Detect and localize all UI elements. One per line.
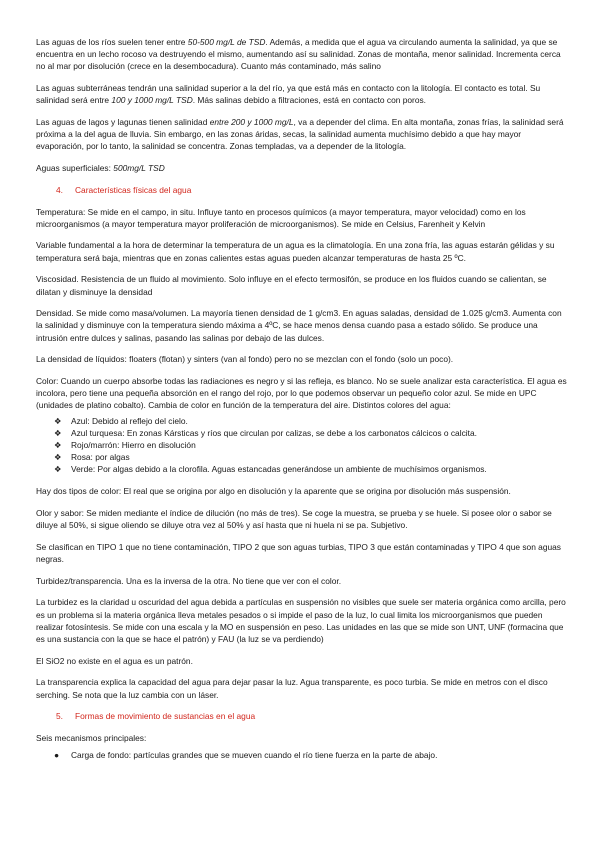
diamond-bullet-icon: ❖	[54, 415, 62, 426]
water-colors-list	[36, 415, 568, 476]
paragraph-transparency: La transparencia explica la capacidad del agua para dejar pasar la luz. Agua transparente, es poco turbia. Se mide en metros con el disco serching. Se nota que la luz cambia con un láser.	[36, 677, 548, 700]
diamond-bullet-icon: ❖	[54, 452, 62, 463]
list-item: ❖ Azul turquesa: En zonas Kársticas y ríos que circulan por calizas, se debe a los carbonatos cálcicos o calcita.	[54, 427, 477, 438]
paragraph-groundwater: Las aguas subterráneas tendrán una salinidad superior a la del río, ya que está más en contacto con la litología. El contacto es total. Su salinidad será entre 100 y 1000 mg/L TSD. Más salinas debido a filtraciones, está en contacto con poros.	[36, 83, 541, 106]
paragraph-viscosity: Viscosidad. Resistencia de un fluido al movimiento. Solo influye en el efecto termosifón, se produce en los fluidos cuando se calientan, se dilatan y disminuye la densidad	[36, 274, 547, 297]
mechanisms-list	[36, 749, 568, 761]
paragraph-turbidity-title: Turbidez/transparencia. Una es la inversa de la otra. No tiene que ver con el color.	[36, 575, 342, 586]
diamond-bullet-icon: ❖	[54, 464, 62, 475]
list-item: ❖ Verde: Por algas debido a la clorofila. Aguas estancadas generándose un ambiente de muchísimos organismos.	[54, 464, 487, 475]
paragraph-surface-water: Aguas superficiales: 500mg/L TSD	[36, 163, 165, 174]
paragraph-temperature-climate: Variable fundamental a la hora de determinar la temperatura de un agua es la climatología. En una zona fría, las aguas estarán gélidas y su temperatura será baja, mientras que en zonas calientes estas aguas pueden alcanzar temperaturas de hasta 25 ºC.	[36, 240, 555, 263]
diamond-bullet-icon: ❖	[54, 440, 62, 451]
paragraph-temperature: Temperatura: Se mide en el campo, in situ. Influye tanto en procesos químicos (a mayor temperatura, mayor velocidad) como en los microorganismos (a mayor temperatura mayor proliferación de microorganismos). Se mide en Celsius, Farenheit y Kelvin	[36, 206, 526, 229]
paragraph-liquid-density: La densidad de líquidos: floaters (flotan) y sinters (van al fondo) pero no se mezclan con el fondo (solo un poco).	[36, 354, 454, 365]
paragraph-color-types: Hay dos tipos de color: El real que se origina por algo en disolución y la aparente que se origina por disolución más suspensión.	[36, 486, 511, 497]
paragraph-sio2: El SiO2 no existe en el agua es un patrón.	[36, 655, 193, 666]
paragraph-density: Densidad. Se mide como masa/volumen. La mayoría tienen densidad de 1 g/cm3. En aguas saladas, densidad de 1.025 g/cm3. Aumenta con la salinidad y disminuye con la temperatura siendo máxima a 4ºC, se hace menos densa cuando pasa a estado sólido. Se produce una intrusión entre dulces y salinas, pasando las salinas por debajo de las dulces.	[36, 308, 562, 343]
paragraph-color: Color: Cuando un cuerpo absorbe todas las radiaciones es negro y si las refleja, es blanco. No se suele analizar esta característica. El agua es incolora, pero tiene una pequeña absorción en el rango del rojo, por lo que podemos observar un pequeño color azul. Se mide en UPC (unidades de platino cobalto). Cambia de color en función de la temperatura del aire. Distintos colores del agua:	[36, 376, 567, 411]
list-item: ❖ Rosa: por algas	[54, 452, 130, 463]
dot-bullet-icon: ●	[54, 750, 60, 761]
document-page	[36, 36, 568, 761]
paragraph-turbidity: La turbidez es la claridad u oscuridad del agua debida a partículas en suspensión no visibles que suele ser materia orgánica como arcilla, pero es un problema si la materia orgánica lleva metales pesados o si impide el paso de la luz, lo cual limita los microorganismos que pueden realizar fotosíntesis. Se mide con una escala y la MO en suspensión en peso. Las unidades en las que se mide son UNT, UNF (formacina que es una sustancia con la que se hace el patrón) y FAU (la luz se va perdiendo)	[36, 597, 566, 645]
paragraph-lakes: Las aguas de lagos y lagunas tienen salinidad entre 200 y 1000 mg/L, va a depender del clima. En alta montaña, zonas frías, la salinidad será próxima a la del agua de lluvia. Sin embargo, en las zonas áridas, secas, la salinidad aumenta muchísimo debido a que hay mayor evaporación, por lo tanto, la salinidad se concentra. Zonas templadas, va a depender de la litología.	[36, 117, 564, 152]
list-item: ❖ Azul: Debido al reflejo del cielo.	[54, 415, 188, 426]
paragraph-mechanisms: Seis mecanismos principales:	[36, 733, 147, 744]
list-item: ● Carga de fondo: partículas grandes que se mueven cuando el río tiene fuerza en la parte de abajo.	[54, 750, 438, 761]
list-item: ❖ Rojo/marrón: Hierro en disolución	[54, 440, 196, 451]
section-heading-4: 4. Características físicas del agua	[56, 184, 192, 195]
paragraph-odor-taste: Olor y sabor: Se miden mediante el índice de dilución (no más de tres). Se coge la muestra, se prueba y se huele. Si posee olor o sabor se diluye al 50%, si sigue oliendo se diluye otra vez al 50% y así hasta que ni huela ni se pa. Subjetivo.	[36, 507, 552, 531]
paragraph-rivers: Las aguas de los ríos suelen tener entre 50-500 mg/L de TSD. Además, a medida que el agua va circulando aumenta la salinidad, ya que se encuentra en un lecho rocoso va destruyendo el mismo, aumentando así su salinidad. Zonas de montaña, menor salinidad. Incrementa cerca no al mar por disolución (crece en la desembocadura). Cuanto más contaminado, más salino	[36, 37, 561, 72]
section-heading-5: 5. Formas de movimiento de sustancias en el agua	[56, 711, 256, 722]
diamond-bullet-icon: ❖	[54, 427, 62, 438]
paragraph-classification: Se clasifican en TIPO 1 que no tiene contaminación, TIPO 2 que son aguas turbias, TIPO 3 que están contaminadas y TIPO 4 que son aguas negras.	[36, 541, 561, 564]
